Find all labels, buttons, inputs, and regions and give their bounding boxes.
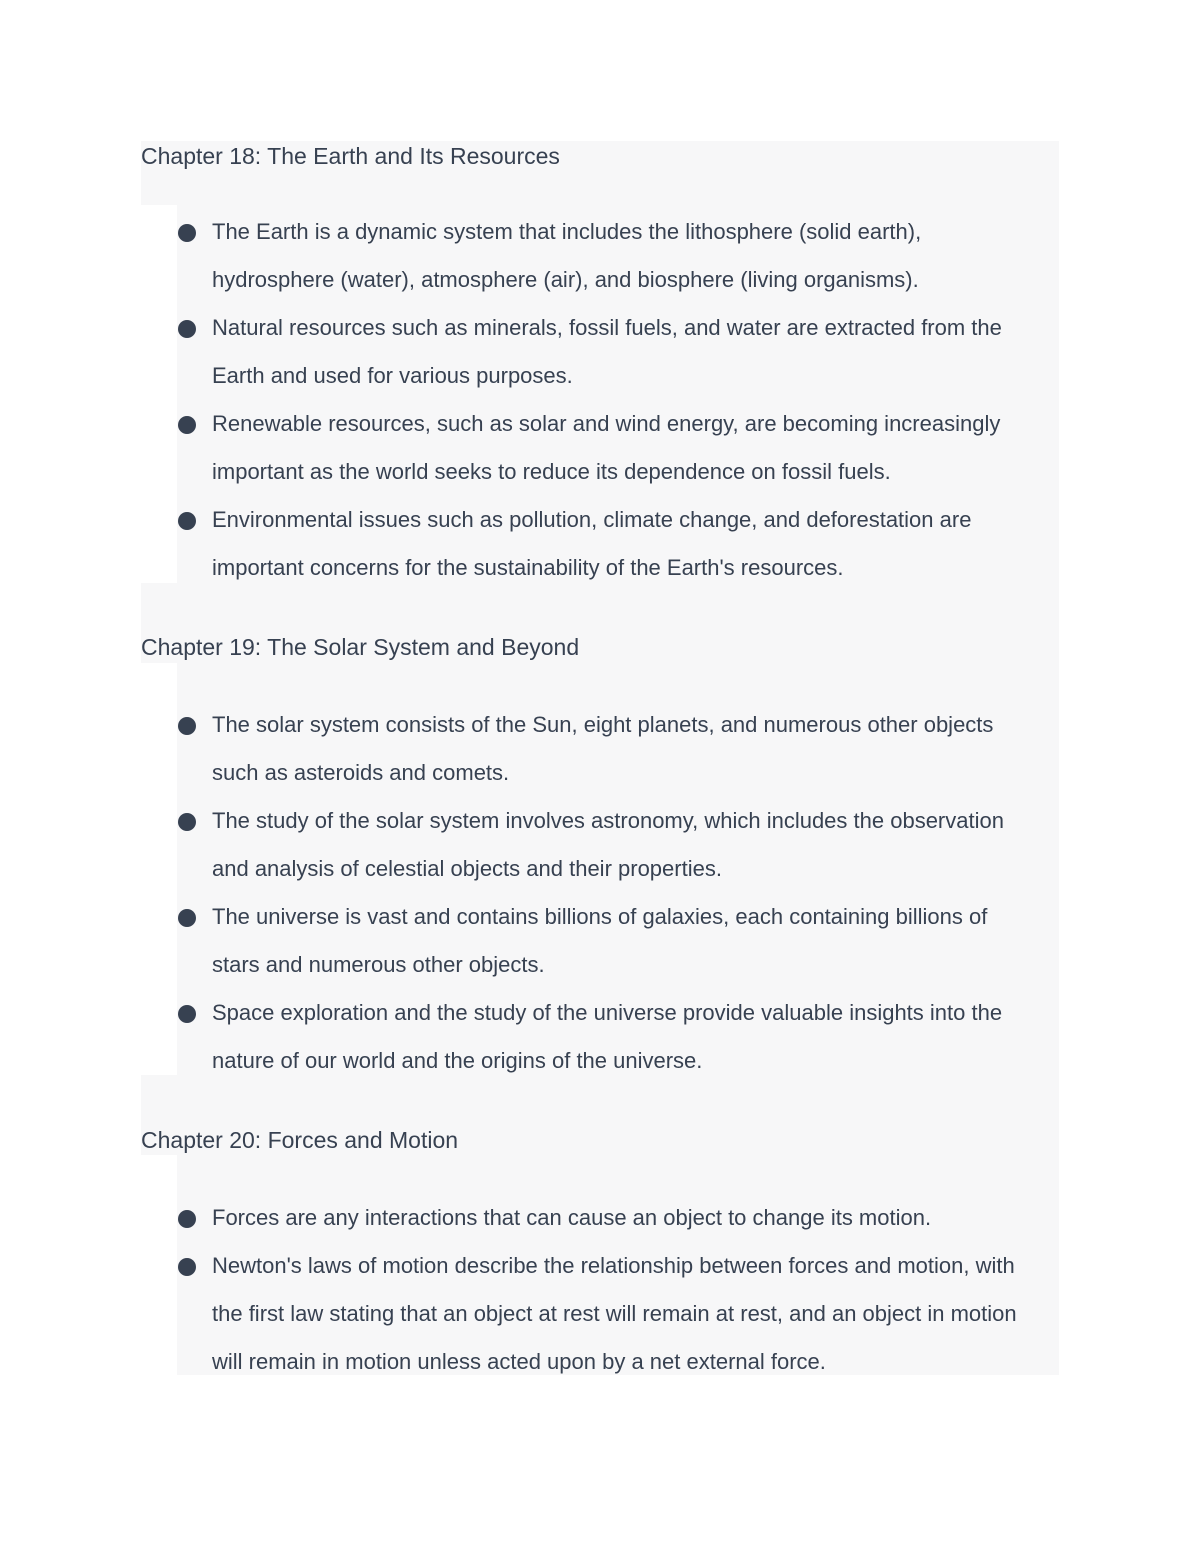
chapter-title: Chapter 20: Forces and Motion xyxy=(141,1127,459,1153)
bullet-point xyxy=(177,989,1025,1085)
bullet-dot-icon xyxy=(178,813,196,831)
bullet-point xyxy=(177,496,1025,592)
chapter-section xyxy=(141,141,1059,580)
bullet-dot-icon xyxy=(178,224,196,242)
bullet-list xyxy=(177,701,1025,1085)
bullet-text: The Earth is a dynamic system that includes the lithosphere (solid earth), hydrosphere (water), atmosphere (air), and biosphere (living organisms). xyxy=(212,219,922,292)
bullet-dot-icon xyxy=(178,1258,196,1276)
bullet-point xyxy=(177,1242,1025,1386)
bullet-point xyxy=(177,304,1025,400)
chapter-section xyxy=(141,1125,1059,1374)
bullet-dot-icon xyxy=(178,416,196,434)
bullet-dot-icon xyxy=(178,1005,196,1023)
bullet-point xyxy=(177,701,1025,797)
bullet-text: Renewable resources, such as solar and wind energy, are becoming increasingly important as the world seeks to reduce its dependence on fossil fuels. xyxy=(212,411,1001,484)
bullet-text: The solar system consists of the Sun, eight planets, and numerous other objects such as asteroids and comets. xyxy=(212,712,994,785)
bullet-point xyxy=(177,797,1025,893)
bullet-dot-icon xyxy=(178,512,196,530)
bullet-text: Environmental issues such as pollution, climate change, and deforestation are important concerns for the sustainability of the Earth's resources. xyxy=(212,507,972,580)
bullet-point xyxy=(177,400,1025,496)
bullet-text: Forces are any interactions that can cause an object to change its motion. xyxy=(212,1205,932,1230)
bullet-dot-icon xyxy=(178,1210,196,1228)
chapter-title: Chapter 18: The Earth and Its Resources xyxy=(141,143,560,169)
bullet-list xyxy=(177,208,1025,592)
bullet-dot-icon xyxy=(178,717,196,735)
bullet-dot-icon xyxy=(178,320,196,338)
bullet-text: Space exploration and the study of the universe provide valuable insights into the nature of our world and the origins of the universe. xyxy=(212,1000,1003,1073)
bullet-point xyxy=(177,208,1025,304)
bullet-point xyxy=(177,1194,1025,1242)
chapter-title: Chapter 19: The Solar System and Beyond xyxy=(141,634,580,660)
bullet-dot-icon xyxy=(178,909,196,927)
bullet-text: Natural resources such as minerals, fossil fuels, and water are extracted from the Earth and used for various purposes. xyxy=(212,315,1002,388)
chapter-section xyxy=(141,632,1059,1073)
bullet-text: The study of the solar system involves astronomy, which includes the observation and analysis of celestial objects and their properties. xyxy=(212,808,1004,881)
bullet-point xyxy=(177,893,1025,989)
bullet-list xyxy=(177,1194,1025,1386)
bullet-text: The universe is vast and contains billions of galaxies, each containing billions of stars and numerous other objects. xyxy=(212,904,988,977)
bullet-text: Newton's laws of motion describe the relationship between forces and motion, with the first law stating that an object at rest will remain at rest, and an object in motion will remain in motion unless acted upon by a net external force. xyxy=(212,1253,1017,1374)
